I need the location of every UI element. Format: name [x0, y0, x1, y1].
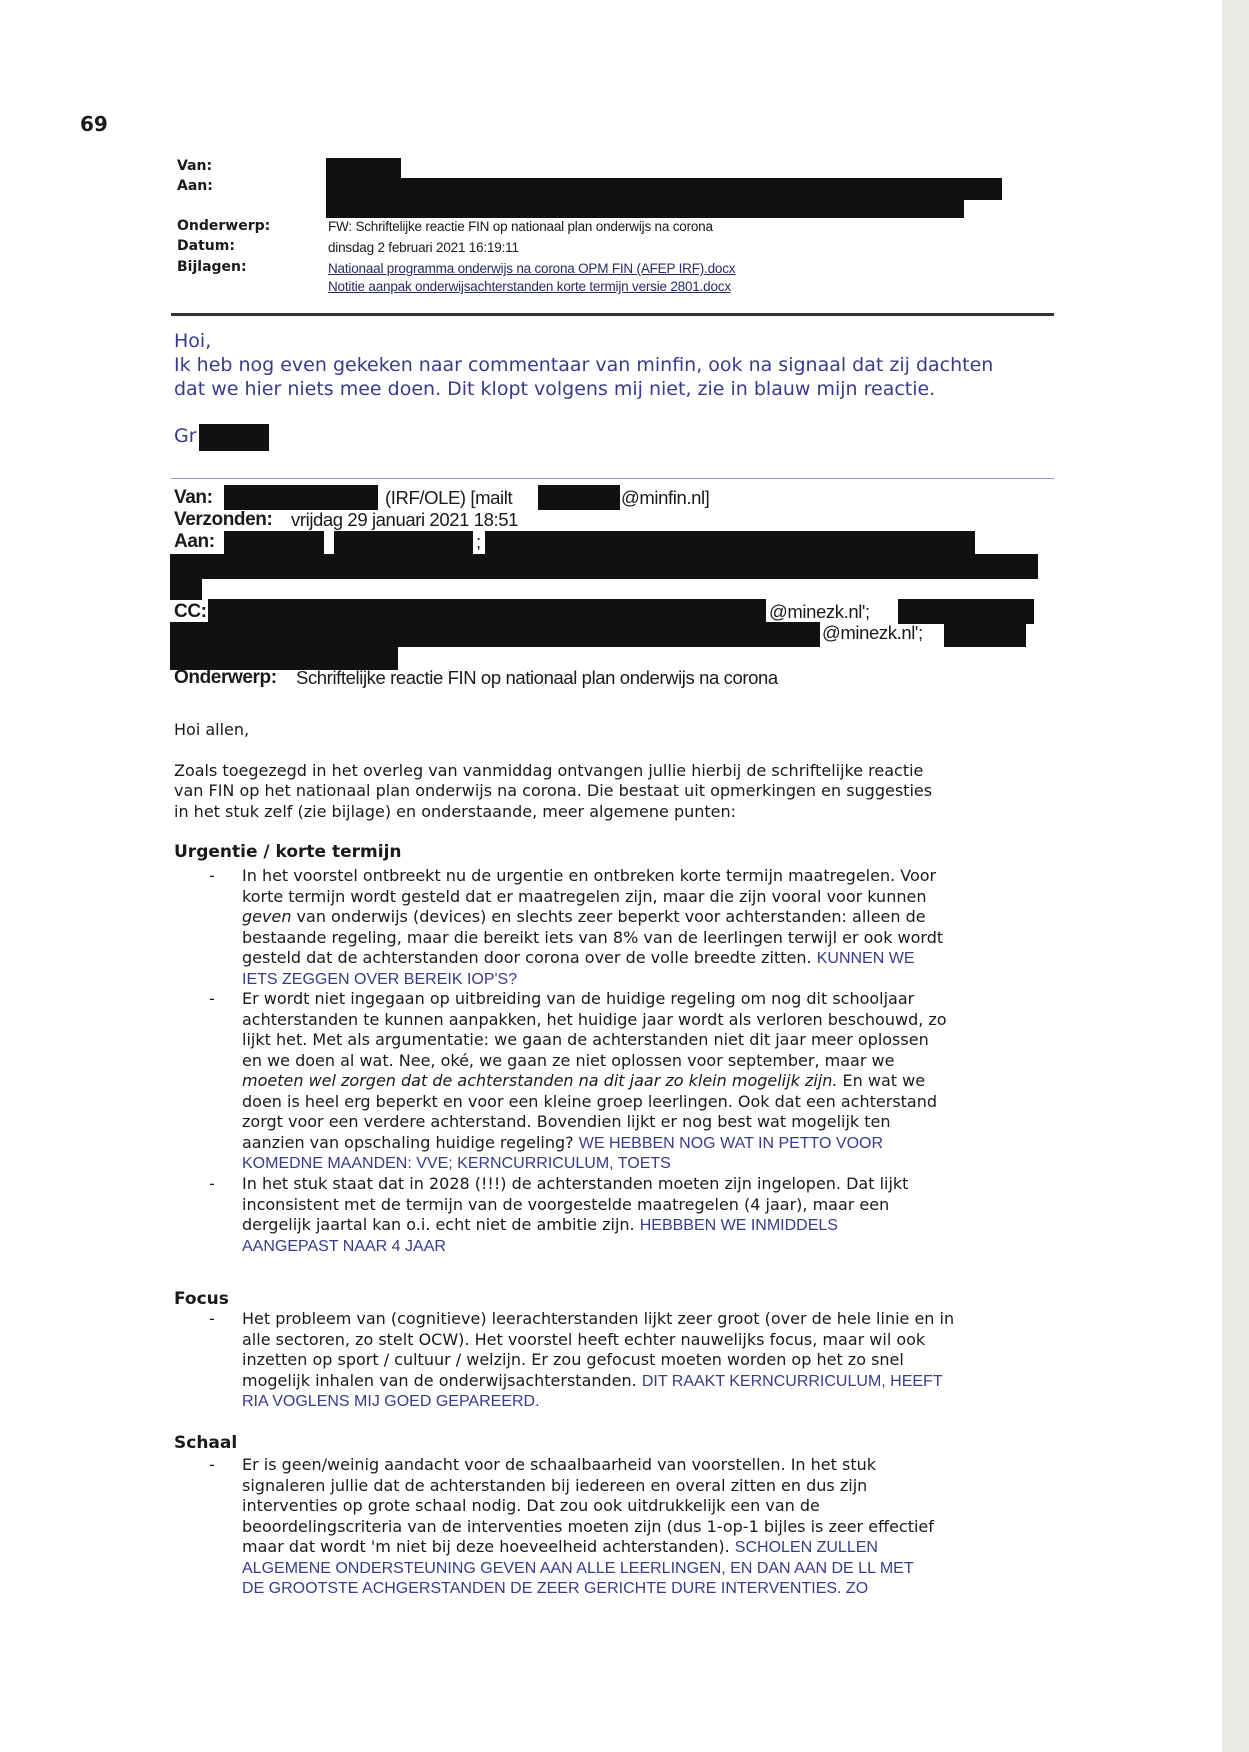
page-edge	[1222, 0, 1249, 1752]
blue-reply: ALGEMENE ONDERSTEUNING GEVEN AAN ALLE LEERLINGEN, EN DAN AAN DE LL MET	[242, 1559, 914, 1577]
redaction-block	[538, 485, 620, 510]
section-heading: Schaal	[174, 1433, 238, 1453]
item-line: doen is heel erg beperkt en voor een kleine groep leerlingen. Ook dat een achterstand	[242, 1091, 938, 1111]
subject-value: FW: Schriftelijke reactie FIN op nationaal plan onderwijs na corona	[328, 219, 713, 234]
forward-divider	[171, 478, 1054, 479]
blue-reply: WE HEBBEN NOG WAT IN PETTO VOOR	[578, 1134, 884, 1152]
item-line: bestaande regeling, maar die bereikt iets van 8% van de leerlingen terwijl er ook wordt	[242, 927, 944, 947]
fwd-van-email: @minfin.nl]	[621, 487, 710, 508]
item-line: beoordelingscriteria van de interventies moeten zijn (dus 1-op-1 bijles is zeer effectief	[242, 1516, 934, 1536]
item-line	[242, 1371, 1062, 1393]
redaction-block	[898, 599, 1034, 624]
fwd-cc-label: CC:	[174, 601, 207, 622]
blue-reply: AANGEPAST NAAR 4 JAAR	[242, 1237, 446, 1255]
item-line: inzetten op sport / cultuur / welzijn. Er zou gefocust moeten worden op het zo snel	[242, 1350, 904, 1369]
body-greeting: Hoi allen,	[174, 720, 250, 739]
list-item	[242, 866, 1062, 990]
redaction-block	[170, 554, 1038, 579]
redaction-block	[944, 622, 1026, 647]
redaction-block	[170, 622, 820, 647]
date-value: dinsdag 2 februari 2021 16:19:11	[328, 240, 519, 255]
van-label: Van:	[177, 158, 213, 174]
list-item	[242, 1174, 1062, 1257]
blue-reply: IETS ZEGGEN OVER BEREIK IOP'S?	[242, 970, 518, 988]
item-line: In het stuk staat dat in 2028 (!!!) de achterstanden moeten zijn ingelopen. Dat lijkt	[242, 1174, 909, 1193]
aan-label: Aan:	[177, 178, 213, 194]
item-line: In het voorstel ontbreekt nu de urgentie en ontbreken korte termijn maatregelen. Voor	[242, 866, 937, 885]
redaction-block	[199, 424, 269, 451]
emphasis: geven	[242, 907, 292, 926]
blue-reply: DIT RAAKT KERNCURRICULUM, HEEFT	[641, 1372, 943, 1390]
datum-label: Datum:	[177, 238, 235, 254]
reply-greeting: Hoi,	[174, 330, 212, 352]
item-text: mogelijk inhalen van de onderwijsachterstanden.	[242, 1370, 637, 1390]
reply-signoff: Gr	[174, 425, 197, 447]
item-text: aanzien van opschaling huidige regeling?	[242, 1132, 574, 1152]
page-number: 69	[80, 112, 108, 136]
onderwerp-label: Onderwerp:	[177, 218, 271, 234]
blue-reply: DE GROOTSTE ACHGERSTANDEN DE ZEER GERICHTE DURE INTERVENTIES. ZO	[242, 1580, 869, 1597]
section-heading: Urgentie / korte termijn	[174, 842, 402, 862]
section-heading: Focus	[174, 1289, 229, 1309]
attachment-link[interactable]: Nationaal programma onderwijs na corona OPM FIN (AFEP IRF).docx	[328, 261, 736, 276]
bullet-dash: -	[209, 989, 215, 1008]
fwd-cc-email: @minezk.nl';	[769, 601, 870, 622]
intro-line: in het stuk zelf (zie bijlage) en onderstaande, meer algemene punten:	[174, 802, 737, 821]
bullet-dash: -	[209, 1309, 215, 1328]
blue-reply: HEBBBEN WE INMIDDELS	[639, 1217, 838, 1234]
item-line	[242, 1071, 1062, 1092]
redaction-block	[208, 599, 766, 624]
item-line	[242, 1537, 1062, 1559]
fwd-onderwerp-label: Onderwerp:	[174, 667, 277, 688]
blue-reply: RIA VOGLENS MIJ GOED GEPAREERD.	[242, 1393, 540, 1410]
bullet-dash: -	[209, 1455, 215, 1474]
item-line: inconsistent met de termijn van de voorgestelde maatregelen (4 jaar), maar een	[242, 1194, 890, 1214]
item-line	[242, 1133, 1062, 1155]
item-line: Er wordt niet ingegaan op uitbreiding van de huidige regeling om nog dit schooljaar	[242, 989, 915, 1008]
blue-reply: KOMEDNE MAANDEN: VVE; KERNCURRICULUM, TOETS	[242, 1155, 671, 1172]
intro-line: van FIN op het nationaal plan onderwijs na corona. Die bestaat uit opmerkingen en suggesties	[174, 781, 933, 800]
item-line: lijkt het. Met als argumentatie: we gaan de achterstanden niet dit jaar meer oplossen	[242, 1030, 929, 1049]
fwd-verzonden-value: vrijdag 29 januari 2021 18:51	[291, 509, 519, 530]
item-text: gesteld dat de achterstanden door corona over de volle breedte zitten.	[242, 948, 812, 967]
emphasis: moeten wel zorgen dat de achterstanden na dit jaar zo klein mogelijk zijn.	[242, 1071, 838, 1090]
blue-reply: KUNNEN WE	[816, 950, 915, 967]
item-line: alle sectoren, zo stelt OCW). Het voorstel heeft echter nauwelijks focus, maar wil ook	[242, 1329, 926, 1349]
reply-line: Ik heb nog even gekeken naar commentaar van minfin, ook na signaal dat zij dachten	[174, 354, 994, 376]
fwd-aan-separator: ;	[476, 531, 481, 552]
item-line: achterstanden te kunnen aanpakken, het huidige jaar wordt als verloren beschouwd, zo	[242, 1009, 947, 1029]
list-item	[242, 1455, 1062, 1600]
item-line: zorgt voor een verdere achterstand. Bovendien lijkt er nog best wat mogelijk ten	[242, 1112, 891, 1131]
redaction-block	[326, 158, 401, 180]
attachment-link[interactable]: Notitie aanpak onderwijsachterstanden korte termijn versie 2801.docx	[328, 279, 731, 294]
redaction-block	[224, 531, 324, 556]
reply-line: dat we hier niets mee doen. Dit klopt volgens mij niet, zie in blauw mijn reactie.	[174, 378, 936, 400]
fwd-aan-label: Aan:	[174, 531, 215, 552]
bullet-dash: -	[209, 1174, 215, 1193]
redaction-block	[334, 531, 473, 556]
item-line	[242, 948, 1062, 970]
redaction-block	[224, 485, 378, 510]
intro-line: Zoals toegezegd in het overleg van vanmiddag ontvangen jullie hierbij de schriftelijke reactie	[174, 761, 924, 780]
header-divider	[171, 313, 1054, 316]
item-line: Er is geen/weinig aandacht voor de schaalbaarheid van voorstellen. In het stuk	[242, 1455, 877, 1474]
list-item	[242, 989, 1062, 1175]
fwd-onderwerp-value: Schriftelijke reactie FIN op nationaal plan onderwijs na corona	[296, 667, 778, 688]
item-text: dergelijk jaartal kan o.i. echt niet de ambitie zijn.	[242, 1215, 635, 1234]
item-text: maar dat wordt 'm niet bij deze hoeveelheid achterstanden).	[242, 1537, 730, 1556]
item-line: signaleren jullie dat de achterstanden bij iedereen en overal zitten en dus zijn	[242, 1475, 868, 1495]
redaction-block	[326, 178, 1002, 200]
fwd-verzonden-label: Verzonden:	[174, 509, 273, 530]
redaction-block	[326, 198, 964, 218]
redaction-block	[170, 578, 202, 600]
item-line: korte termijn wordt gesteld dat er maatregelen zijn, maar die zijn vooral voor kunnen	[242, 886, 927, 906]
fwd-cc-email: @minezk.nl';	[822, 622, 923, 643]
item-line: interventies op grote schaal nodig. Dat zou ook uitdrukkelijk een van de	[242, 1496, 820, 1515]
item-line	[242, 1215, 1062, 1237]
bullet-dash: -	[209, 866, 215, 885]
fwd-van-label: Van:	[174, 487, 213, 508]
fwd-van-value: (IRF/OLE) [mailt	[385, 487, 513, 508]
blue-reply: SCHOLEN ZULLEN	[734, 1539, 878, 1556]
item-text: En wat we	[837, 1071, 926, 1090]
item-line: en we doen al wat. Nee, oké, we gaan ze niet oplossen voor september, maar we	[242, 1050, 895, 1070]
item-line: Het probleem van (cognitieve) leerachterstanden lijkt zeer groot (over de hele linie en in	[242, 1309, 955, 1328]
redaction-block	[485, 531, 975, 556]
list-item	[242, 1309, 1062, 1413]
item-line: geven van onderwijs (devices) en slechts zeer beperkt voor achterstanden: alleen de	[242, 907, 926, 926]
bijlagen-label: Bijlagen:	[177, 259, 247, 275]
